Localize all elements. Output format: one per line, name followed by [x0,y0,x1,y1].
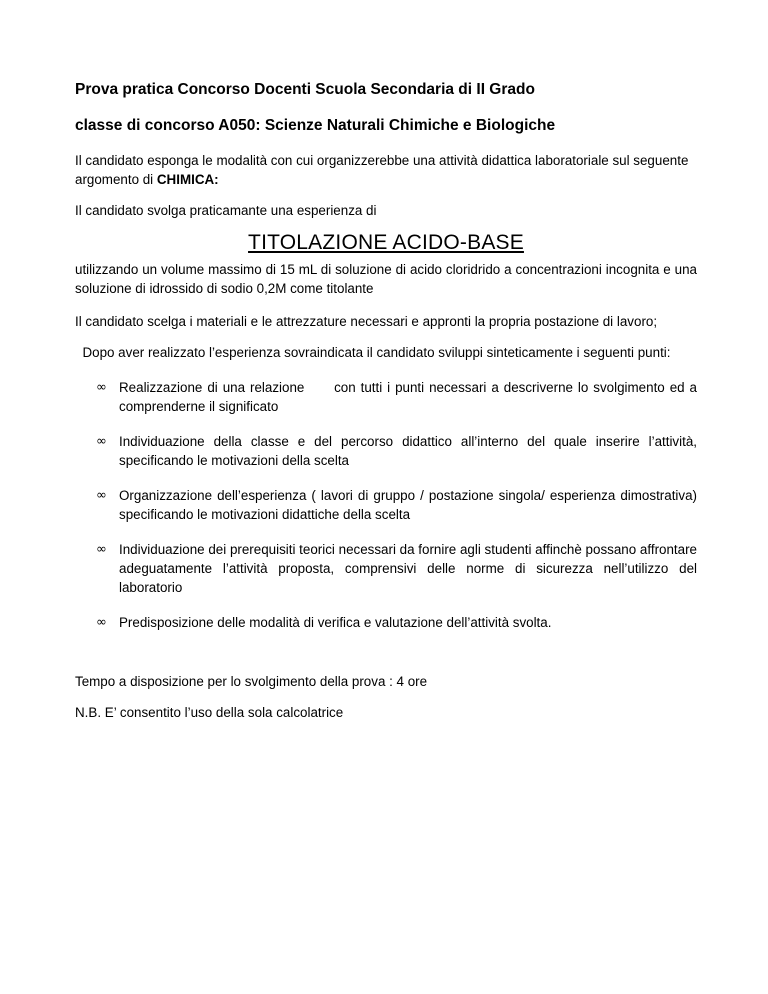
point-text: Realizzazione di una relazione con tutti i punti necessari a descriverne lo svolgimento ed a comprenderne il significato [119,380,701,414]
infinity-bullet-icon: ∞ [96,488,107,503]
experiment-title: TITOLAZIONE ACIDO-BASE [248,231,524,254]
infinity-bullet-icon: ∞ [96,380,107,395]
intro-paragraph [75,151,697,189]
materials-paragraph: Il candidato scelga i materiali e le attrezzature necessari e appronti la propria postazione di lavoro; [75,314,658,329]
infinity-bullet-icon: ∞ [96,542,107,557]
point-text: Individuazione della classe e del percorso didattico all’interno del quale inserire l’attività, specificando le motivazioni della scelta [119,434,697,468]
infinity-bullet-icon: ∞ [96,615,107,630]
document-subtitle: classe di concorso A050: Scienze Naturali Chimiche e Biologiche [75,117,556,134]
volume-paragraph: utilizzando un volume massimo di 15 mL di soluzione di acido cloridrido a concentrazioni incognita e una soluzione di idrossido di sodio 0,2M come titolante [75,262,697,296]
list-item [75,432,697,470]
document-page [75,80,701,722]
points-list [75,378,701,632]
point-text: Predisposizione delle modalità di verifica e valutazione dell’attività svolta. [119,615,552,630]
document-title: Prova pratica Concorso Docenti Scuola Secondaria di II Grado [75,81,535,98]
subject-label: CHIMICA: [156,172,219,187]
intro-text: Il candidato esponga le modalità con cui organizzerebbe una attività didattica laboratoriale sul seguente argomento di [75,153,689,187]
task-line: Il candidato svolga praticamante una esperienza di [75,203,377,218]
point-text: Individuazione dei prerequisiti teorici necessari da fornire agli studenti affinchè possano affrontare adeguatamente l’attività proposta, comprensivi delle norme di sicurezza nell’utilizzo del laboratorio [119,542,697,595]
point-text: Organizzazione dell’esperienza ( lavori di gruppo / postazione singola/ esperienza dimostrativa) specificando le motivazioni didattiche della scelta [119,488,697,522]
list-item [75,378,701,416]
calculator-note: N.B. E’ consentito l’uso della sola calcolatrice [75,705,344,720]
after-paragraph: Dopo aver realizzato l’esperienza sovraindicata il candidato sviluppi sinteticamente i seguenti punti: [75,345,671,360]
time-limit: Tempo a disposizione per lo svolgimento della prova : 4 ore [75,674,428,689]
list-item [75,486,697,524]
list-item [75,540,697,597]
infinity-bullet-icon: ∞ [96,434,107,449]
list-item [75,613,697,632]
